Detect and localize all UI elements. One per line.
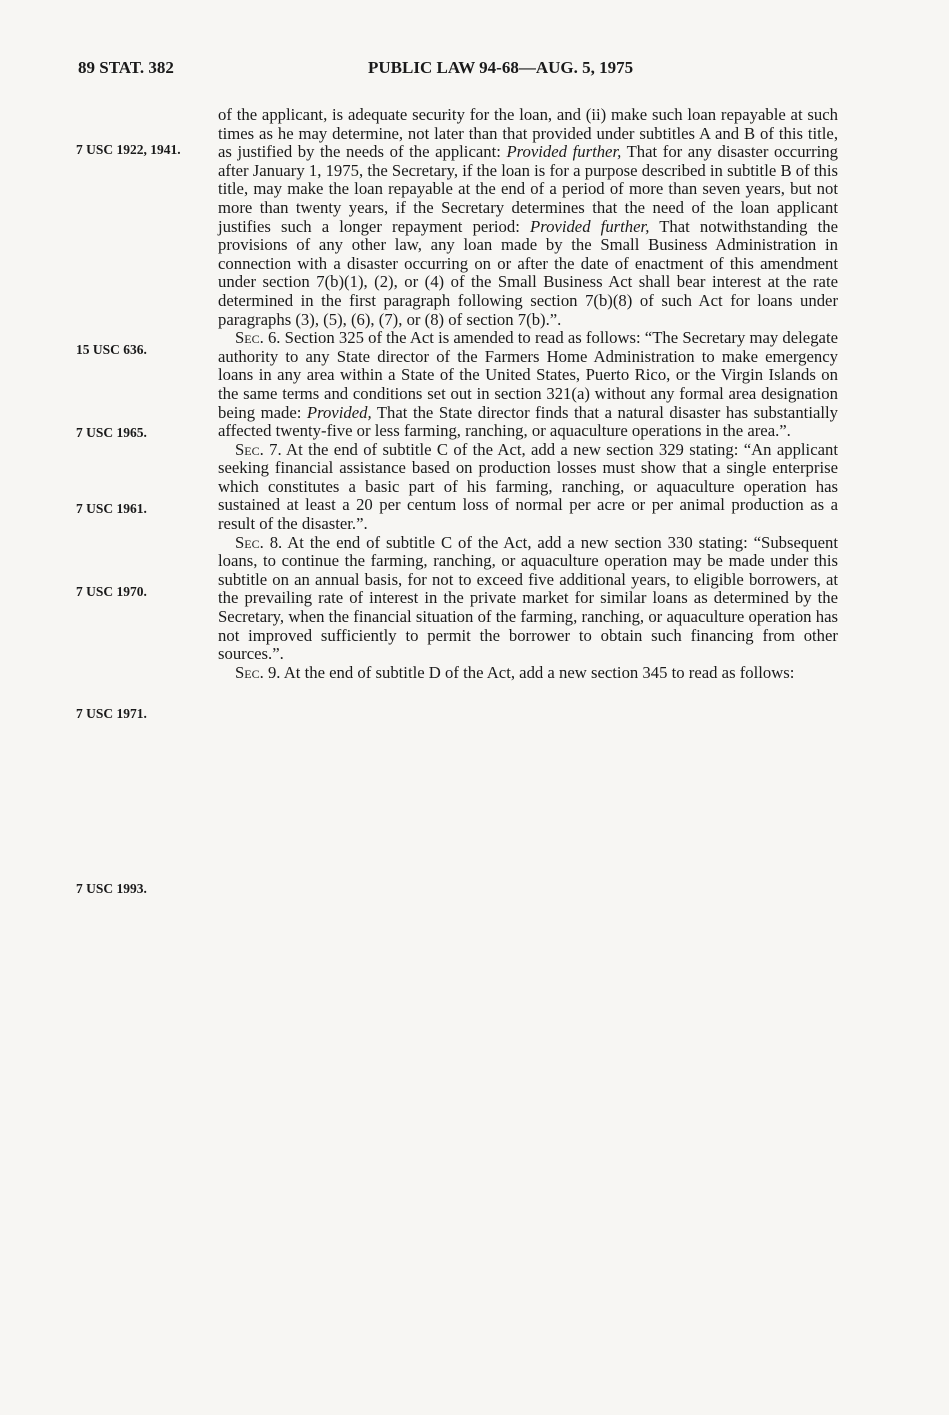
margin-note: 7 USC 1993. xyxy=(76,881,147,896)
margin-note: 7 USC 1965. xyxy=(76,425,147,440)
law-title: PUBLIC LAW 94-68—AUG. 5, 1975 xyxy=(368,58,634,77)
section-8: Sec. 8. At the end of subtitle C of the Act, add a new section 330 stating: “Subsequent loans, to continue the farming, ranching, or aquaculture operation may be made under this subtitle on an annual basis, for not to exceed five additional years, to eligible borrowers, at the prevailing rate of interest in the private market for similar loans as determined by the Secretary, when the financial situation of the farming, ranching, or aquaculture operation has not improved sufficiently to permit the borrower to obtain such financing from other sources.”. xyxy=(218,532,838,664)
margin-note: 15 USC 636. xyxy=(76,342,147,357)
page-header xyxy=(78,58,889,88)
stat-reference: 89 STAT. 382 xyxy=(78,58,174,77)
section-6: Sec. 6. Section 325 of the Act is amended to read as follows: “The Secretary may delegate authority to any State director of the Farmers Home Administration to make emergency loans in any area within a State of the United States, Puerto Rico, or the Virgin Islands on the same terms and conditions set out in section 321(a) without any formal area designation being made: Provided, That the State director finds that a natural disaster has substantially affected twenty-five or less farming, ranching, or aquaculture operations in the area.”. xyxy=(218,328,838,441)
margin-note: 7 USC 1961. xyxy=(76,501,147,516)
margin-note: 7 USC 1970. xyxy=(76,584,147,599)
paragraph-continuation: of the applicant, is adequate security for the loan, and (ii) make such loan repayable at such times as he may determine, not later than that provided under subtitles A and B of this title, as justified by the needs of the applicant: Provided further, That for any disaster occurring after January 1, 1975, the Secretary, if the loan is for a purpose described in subtitle B of this title, may make the loan repayable at the end of a period of more than seven years, but not more than twenty years, if the Secretary determines that the need of the loan applicant justifies such a longer repayment period: Provided further, That notwithstanding the provisions of any other law, any loan made by the Small Business Administration in connection with a disaster occurring on or after the date of enactment of this amendment under section 7(b)(1), (2), or (4) of the Small Business Act shall bear interest at the rate determined in the first paragraph following section 7(b)(8) of such Act for loans under paragraphs (3), (5), (6), (7), or (8) of section 7(b).”. xyxy=(218,105,838,329)
margin-note: 7 USC 1922, 1941. xyxy=(76,142,181,157)
section-9: Sec. 9. At the end of subtitle D of the Act, add a new section 345 to read as follows: xyxy=(235,662,795,682)
body-text xyxy=(218,106,838,682)
section-7: Sec. 7. At the end of subtitle C of the Act, add a new section 329 stating: “An applicant seeking financial assistance based on production losses must show that a single enterprise which constitutes a basic part of his farming, ranching, or aquaculture operation has sustained at least a 20 per centum loss of normal per acre or per animal production as a result of the disaster.”. xyxy=(218,439,838,534)
margin-note: 7 USC 1971. xyxy=(76,706,147,721)
